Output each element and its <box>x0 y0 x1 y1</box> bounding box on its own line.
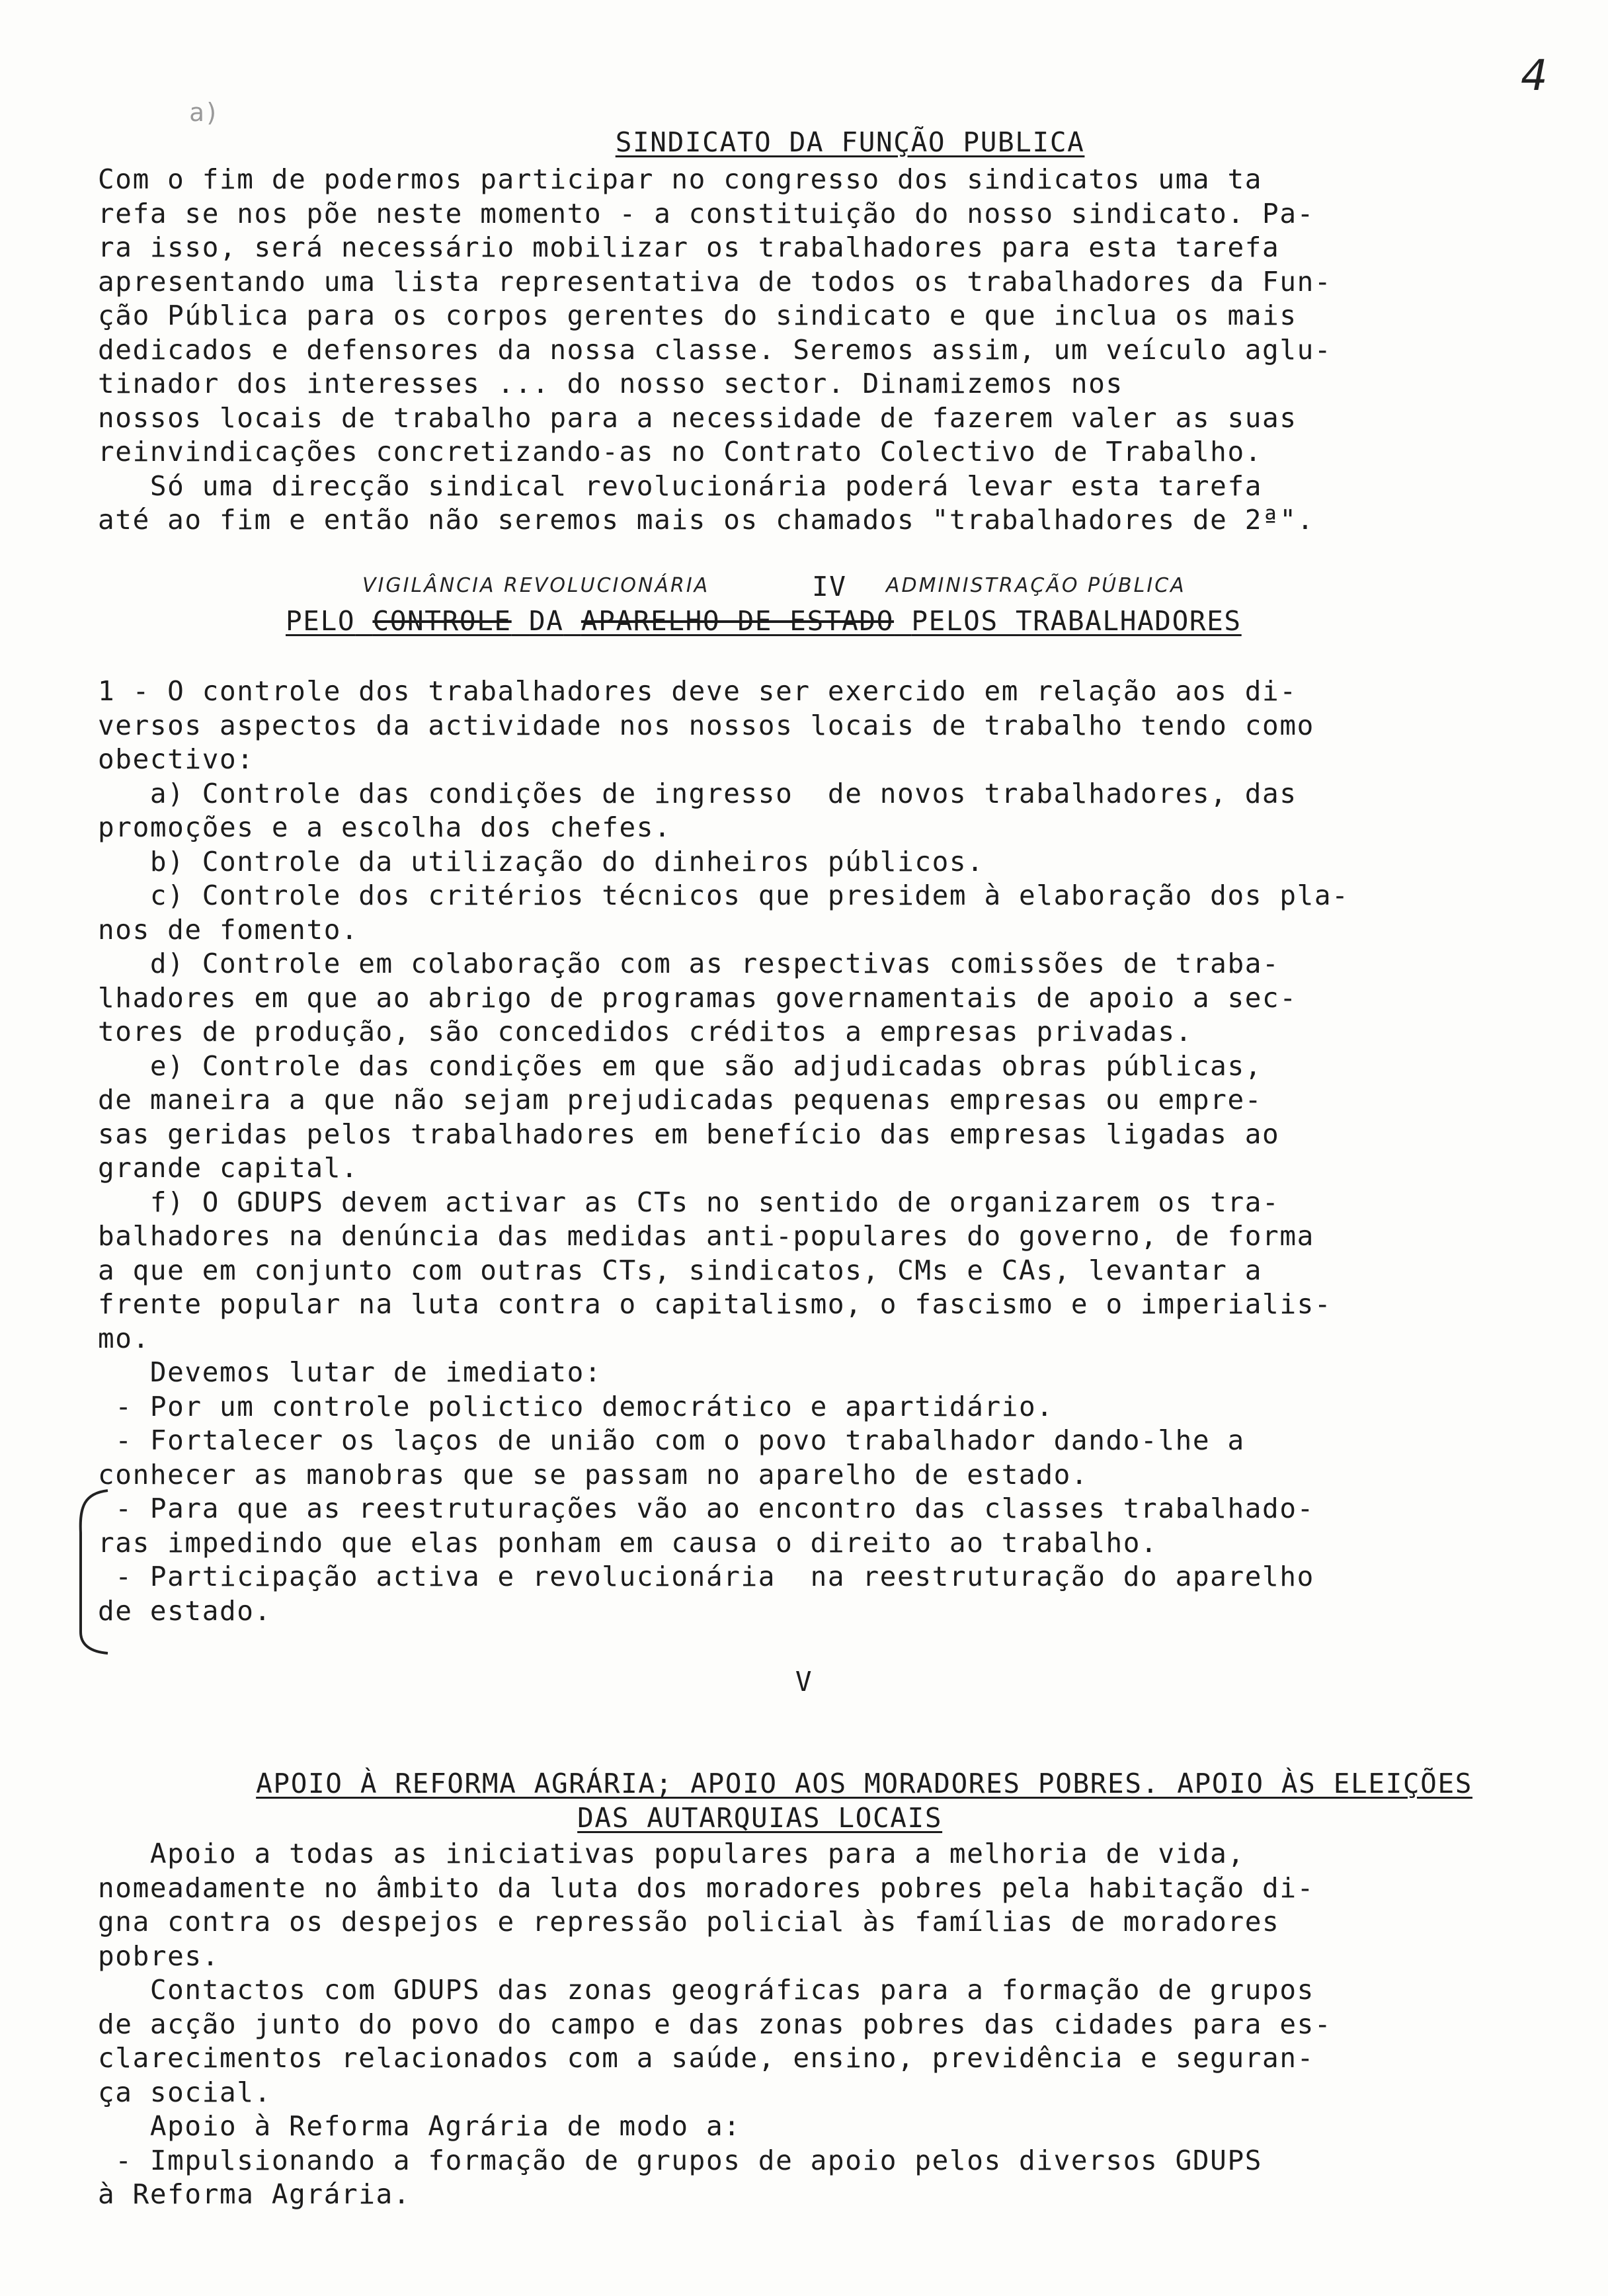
heading-rest: PELOS TRABALHADORES <box>911 605 1242 637</box>
text-line: balhadores na denúncia das medidas anti-populares do governo, de forma <box>98 1220 1314 1252</box>
text-line: a que em conjunto com outras CTs, sindicatos, CMs e CAs, levantar a <box>98 1254 1263 1286</box>
text-line: nomeadamente no âmbito da luta dos moradores pobres pela habitação di- <box>98 1871 1314 1904</box>
text-line: grande capital. <box>98 1152 359 1184</box>
text-line: obectivo: <box>98 743 255 775</box>
text-line: ra isso, será necessário mobilizar os trabalhadores para esta tarefa <box>98 231 1280 263</box>
text-line: reinvindicações concretizando-as no Contrato Colectivo de Trabalho. <box>98 436 1263 468</box>
text-line: Contactos com GDUPS das zonas geográficas para a formação de grupos <box>98 1974 1314 2006</box>
text-line: mo. <box>98 1322 150 1354</box>
text-line: Apoio a todas as iniciativas populares para a melhoria de vida, <box>98 1838 1245 1869</box>
text-line: sas geridas pelos trabalhadores em benefício das empresas ligadas ao <box>98 1118 1280 1150</box>
text-line: nos de fomento. <box>98 913 359 946</box>
text-line: - Para que as reestruturações vão ao encontro das classes trabalhado- <box>98 1493 1314 1524</box>
section-v-heading-line2: DAS AUTARQUIAS LOCAIS <box>577 1801 943 1834</box>
text-line: - Fortalecer os laços de união com o povo trabalhador dando-lhe a <box>98 1424 1245 1456</box>
text-line: ção Pública para os corpos gerentes do sindicato e que inclua os mais <box>98 300 1297 331</box>
text-line: até ao fim e então não seremos mais os chamados "trabalhadores de 2ª". <box>98 504 1314 536</box>
text-line: e) Controle das condições em que são adjudicadas obras públicas, <box>98 1049 1263 1082</box>
handwritten-annotation-left: VIGILÂNCIA REVOLUCIONÁRIA <box>362 574 710 597</box>
text-line: - Impulsionando a formação de grupos de apoio pelos diversos GDUPS <box>98 2144 1263 2176</box>
text-line: Apoio à Reforma Agrária de modo a: <box>98 2110 741 2142</box>
text-line: conhecer as manobras que se passam no aparelho de estado. <box>98 1458 1089 1491</box>
heading-word-da: DA <box>529 605 564 637</box>
text-line: d) Controle em colaboração com as respectivas comissões de traba- <box>98 948 1280 979</box>
text-line: a) Controle das condições de ingresso de novos trabalhadores, das <box>98 777 1297 809</box>
text-line: versos aspectos da actividade nos nossos locais de trabalho tendo como <box>98 709 1314 741</box>
text-line: tores de produção, são concedidos créditos a empresas privadas. <box>98 1016 1193 1047</box>
text-line: dedicados e defensores da nossa classe. Seremos assim, um veículo aglu- <box>98 333 1332 366</box>
text-line: ras impedindo que elas ponham em causa o direito ao trabalho. <box>98 1526 1158 1559</box>
text-line: frente popular na luta contra o capitalismo, o fascismo e o imperialis- <box>98 1288 1332 1320</box>
heading-struck-controle: CONTROLE <box>372 605 512 637</box>
text-line: - Participação activa e revolucionária na reestruturação do aparelho <box>98 1561 1314 1592</box>
sindicato-heading: SINDICATO DA FUNÇÃO PUBLICA <box>615 126 1085 158</box>
text-line: 1 - O controle dos trabalhadores deve ser exercido em relação aos di- <box>98 675 1297 707</box>
heading-word-pelo: PELO <box>286 605 356 637</box>
text-line: nossos locais de trabalho para a necessidade de fazerem valer as suas <box>98 401 1297 434</box>
section-iv-heading <box>286 604 1476 639</box>
text-line: de estado. <box>98 1594 272 1627</box>
text-line: tinador dos interesses ... do nosso sector. Dinamizemos nos <box>98 368 1123 399</box>
text-line: f) O GDUPS devem activar as CTs no sentido de organizarem os tra- <box>98 1186 1280 1218</box>
section-v-heading-line1: APOIO À REFORMA AGRÁRIA; APOIO AOS MORADORES POBRES. APOIO ÀS ELEIÇÕES <box>256 1767 1473 1799</box>
page-number: 4 <box>1521 52 1548 101</box>
section-v-body <box>98 1837 1533 2212</box>
section-iv-numeral: IV <box>812 571 847 602</box>
text-line: - Por um controle polictico democrático e apartidário. <box>98 1390 1054 1422</box>
text-line: c) Controle dos critérios técnicos que presidem à elaboração dos pla- <box>98 880 1349 911</box>
text-line: de maneira a que não sejam prejudicadas pequenas empresas ou empre- <box>98 1084 1263 1116</box>
text-line: Com o fim de podermos participar no congresso dos sindicatos uma ta <box>98 163 1263 195</box>
text-line: Só uma direcção sindical revolucionária poderá levar esta tarefa <box>98 470 1263 502</box>
text-line: b) Controle da utilização do dinheiros públicos. <box>98 845 985 878</box>
text-line: lhadores em que ao abrigo de programas governamentais de apoio a sec- <box>98 981 1297 1014</box>
corner-mark: a) <box>189 98 220 127</box>
heading-struck-aparelho: APARELHO DE ESTADO <box>581 605 895 637</box>
margin-bracket-mark <box>71 1487 111 1659</box>
text-line: Devemos lutar de imediato: <box>98 1356 602 1388</box>
text-line: à Reforma Agrária. <box>98 2178 411 2210</box>
text-line: promoções e a escolha dos chefes. <box>98 811 672 843</box>
text-line: de acção junto do povo do campo e das zonas pobres das cidades para es- <box>98 2008 1332 2040</box>
handwritten-annotation-right: ADMINISTRAÇÃO PÚBLICA <box>886 574 1186 597</box>
text-line: clarecimentos relacionados com a saúde, ensino, previdência e seguran- <box>98 2042 1314 2074</box>
text-line: gna contra os despejos e repressão policial às famílias de moradores <box>98 1906 1280 1938</box>
sindicato-paragraph <box>98 163 1533 538</box>
section-iv-body <box>98 675 1533 1628</box>
text-line: apresentando uma lista representativa de todos os trabalhadores da Fun- <box>98 265 1332 298</box>
text-line: ça social. <box>98 2076 272 2108</box>
section-v-numeral: V <box>795 1666 813 1698</box>
text-line: pobres. <box>98 1940 220 1972</box>
text-line: refa se nos põe neste momento - a constituição do nosso sindicato. Pa- <box>98 197 1314 229</box>
